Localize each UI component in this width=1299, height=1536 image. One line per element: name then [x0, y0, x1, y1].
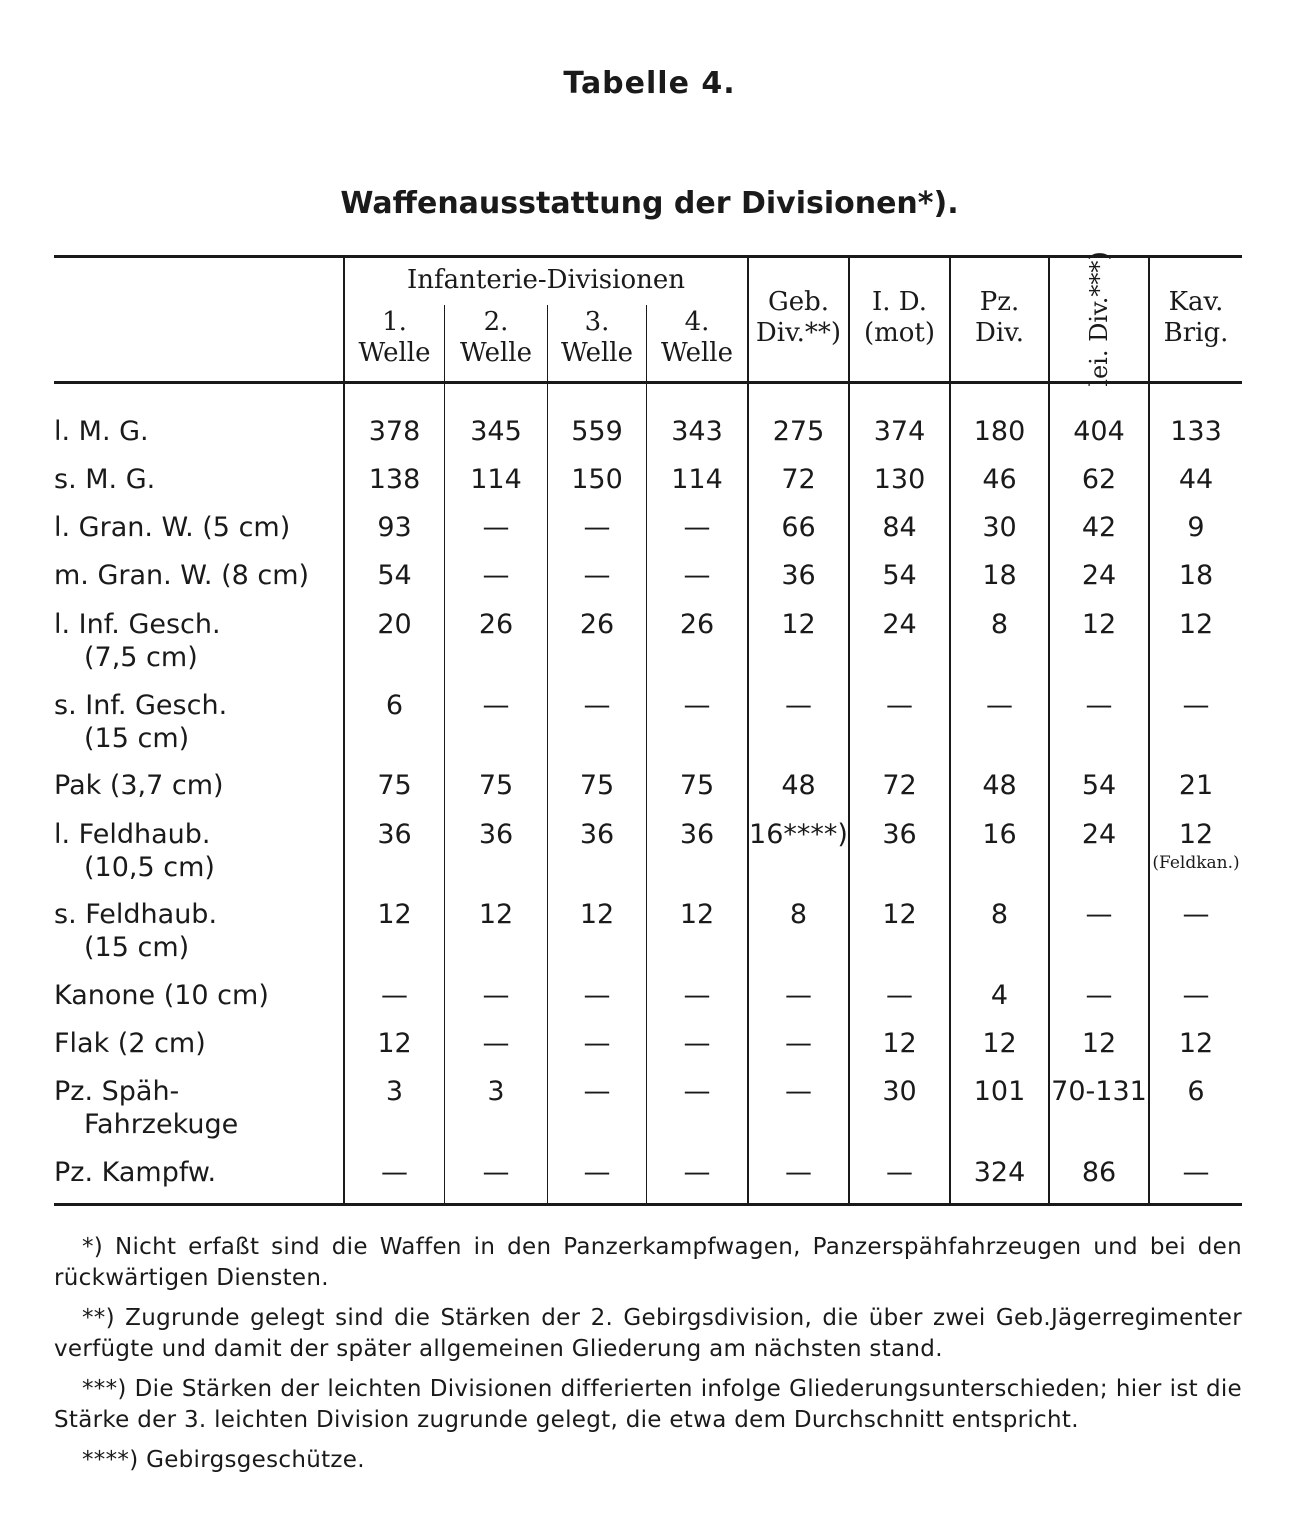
- table-caption: Waffenausstattung der Divisionen*).: [340, 186, 959, 221]
- table-cell: 72: [882, 770, 917, 801]
- table-cell: 84: [882, 512, 917, 543]
- table-cell: 16****): [749, 819, 848, 850]
- table-cell: 374: [873, 416, 926, 447]
- table-cell: 12: [1081, 1028, 1117, 1059]
- table-cell: —: [583, 980, 611, 1011]
- table-cell: 12: [1178, 1028, 1214, 1059]
- table-cell: 24: [1081, 560, 1117, 591]
- footnote-4: ****) Gebirgsgeschütze.: [82, 1447, 365, 1473]
- table-cell: —: [683, 1157, 711, 1188]
- table-cell: —: [583, 690, 611, 721]
- table-cell: 133: [1170, 416, 1222, 447]
- table-cell: 30: [982, 512, 1017, 543]
- table-cell: —: [583, 1028, 611, 1059]
- weapons-table: [54, 251, 1242, 1207]
- table-cell: 48: [781, 770, 816, 801]
- table-cell: 36: [377, 819, 412, 850]
- table-cell: 6: [1187, 1076, 1205, 1107]
- table-cell: 54: [1081, 770, 1117, 801]
- column-divider: [1148, 255, 1150, 1206]
- column-divider: [949, 255, 951, 1206]
- page-title: Tabelle 4.: [563, 66, 736, 101]
- table-cell: —: [1085, 690, 1113, 721]
- table-cell: 12: [478, 899, 514, 930]
- table-cell: —: [785, 1157, 812, 1188]
- table-cell: —: [683, 1028, 711, 1059]
- header-col-4: 4. Welle: [660, 307, 733, 368]
- column-divider: [848, 255, 850, 1206]
- table-cell: —: [482, 512, 510, 543]
- table-cell: 54: [377, 560, 412, 591]
- table-cell: —: [683, 1076, 711, 1107]
- table-cell: 559: [571, 416, 623, 447]
- table-cell: —: [1182, 899, 1210, 930]
- table-cell: 12: [377, 1028, 412, 1059]
- table-cell: —: [785, 690, 812, 721]
- table-cell: 36: [679, 819, 715, 850]
- table-cell: —: [1182, 1157, 1210, 1188]
- table-cell: 12: [882, 899, 917, 930]
- table-cell: 75: [478, 770, 514, 801]
- table-cell: 54: [882, 560, 917, 591]
- table-cell: —: [785, 1076, 812, 1107]
- table-cell: 75: [679, 770, 715, 801]
- table-cell: —: [583, 512, 611, 543]
- table-cell: 70-131: [1051, 1076, 1147, 1107]
- column-divider: [747, 255, 749, 1206]
- header-col-pz-div: Pz. Div.: [974, 287, 1025, 348]
- row-label: s. Feldhaub. (15 cm): [54, 899, 218, 963]
- table-cell: 114: [470, 464, 522, 495]
- table-cell: —: [683, 690, 711, 721]
- table-cell: 26: [579, 609, 615, 640]
- table-cell: 24: [1081, 819, 1117, 850]
- table-cell: 6: [385, 690, 404, 721]
- table-cell: 404: [1073, 416, 1125, 447]
- table-cell: 12: [882, 1028, 917, 1059]
- header-col-3: 3. Welle: [560, 307, 633, 368]
- table-cell: 180: [973, 416, 1026, 447]
- table-cell: 75: [377, 770, 412, 801]
- cell-note: (Feldkan.): [1152, 853, 1240, 873]
- table-cell: 66: [781, 512, 816, 543]
- table-cell: —: [482, 560, 510, 591]
- table-cell: 12: [982, 1028, 1017, 1059]
- row-label: l. Feldhaub. (10,5 cm): [54, 819, 215, 883]
- table-cell: 4: [990, 980, 1009, 1011]
- table-cell: 24: [882, 609, 917, 640]
- row-label: Flak (2 cm): [54, 1028, 206, 1059]
- table-cell: —: [583, 1076, 611, 1107]
- table-cell: —: [482, 1157, 510, 1188]
- table-cell: 114: [671, 464, 723, 495]
- footnotes: [54, 1232, 1242, 1485]
- table-cell: 12: [679, 899, 715, 930]
- table-cell: 20: [377, 609, 412, 640]
- row-label: s. Inf. Gesch. (15 cm): [54, 690, 228, 754]
- table-cell: —: [683, 512, 711, 543]
- row-label: l. Inf. Gesch. (7,5 cm): [54, 609, 221, 673]
- table-cell: 42: [1081, 512, 1117, 543]
- table-cell: —: [381, 1157, 408, 1188]
- table-cell: —: [1182, 980, 1210, 1011]
- table-cell: 12: [377, 899, 412, 930]
- table-cell: 324: [973, 1157, 1026, 1188]
- table-cell: —: [583, 560, 611, 591]
- table-cell: —: [683, 560, 711, 591]
- table-cell: —: [1085, 899, 1113, 930]
- table-cell: —: [381, 980, 408, 1011]
- table-cell: 30: [882, 1076, 917, 1107]
- header-col-lei-div: [1050, 251, 1148, 387]
- table-cell: 72: [781, 464, 816, 495]
- table-cell: 86: [1081, 1157, 1117, 1188]
- table-cell: 26: [679, 609, 715, 640]
- footnote-2: **) Zugrunde gelegt sind die Stärken der 2. Gebirgsdivision, die über zwei Geb.Jägerregimenter verfügte und damit der später allgemeinen Gliederung am nächsten stand.: [54, 1305, 1242, 1362]
- header-col-lei-div-label: lei. Div.***): [1085, 251, 1113, 387]
- table-cell: 138: [368, 464, 421, 495]
- table-cell: —: [886, 1157, 913, 1188]
- table-cell: 21: [1178, 770, 1214, 801]
- table-cell: 26: [478, 609, 514, 640]
- table-cell: 48: [982, 770, 1017, 801]
- table-cell: 12: [781, 609, 816, 640]
- table-cell: 12: [1178, 609, 1214, 640]
- table-cell: 36: [882, 819, 917, 850]
- table-cell: 345: [470, 416, 522, 447]
- table-cell: —: [683, 980, 711, 1011]
- table-cell: —: [482, 1028, 510, 1059]
- table-cell: 36: [579, 819, 615, 850]
- table-cell: 18: [982, 560, 1017, 591]
- footnote-1: *) Nicht erfaßt sind die Waffen in den Panzerkampfwagen, Panzerspähfahrzeugen und bei den rückwärtigen Diensten.: [54, 1234, 1242, 1291]
- table-cell: —: [583, 1157, 611, 1188]
- table-bottom-rule: [54, 1203, 1242, 1206]
- table-cell: 8: [990, 609, 1009, 640]
- column-divider: [1048, 255, 1050, 1206]
- table-cell: 44: [1178, 464, 1214, 495]
- header-col-2: 2. Welle: [459, 307, 532, 368]
- row-label: l. Gran. W. (5 cm): [54, 512, 291, 543]
- header-col-geb-div: Geb. Div.**): [755, 287, 842, 348]
- table-cell: —: [785, 980, 812, 1011]
- table-cell: —: [482, 690, 510, 721]
- table-cell: 3: [487, 1076, 505, 1107]
- table-cell: 275: [772, 416, 825, 447]
- row-label: Pz. Kampfw.: [54, 1157, 217, 1188]
- table-cell: 343: [671, 416, 723, 447]
- table-cell: —: [1085, 980, 1113, 1011]
- table-cell: 18: [1178, 560, 1214, 591]
- header-bottom-rule: [54, 381, 1242, 384]
- table-cell: 12: [579, 899, 615, 930]
- table-cell: —: [1182, 690, 1210, 721]
- header-col-kav-brig: Kav. Brig.: [1163, 287, 1229, 348]
- table-cell: 46: [982, 464, 1017, 495]
- header-col-id-mot: I. D. (mot): [863, 287, 936, 348]
- table-cell: 150: [571, 464, 623, 495]
- table-cell: 93: [377, 512, 412, 543]
- table-cell: 8: [990, 899, 1009, 930]
- row-label: m. Gran. W. (8 cm): [54, 560, 310, 591]
- table-cell: 36: [781, 560, 816, 591]
- table-cell: 8: [789, 899, 808, 930]
- table-cell: 101: [973, 1076, 1026, 1107]
- table-cell: 378: [368, 416, 421, 447]
- row-label: s. M. G.: [54, 464, 156, 495]
- table-cell: 130: [873, 464, 926, 495]
- header-col-1: 1. Welle: [358, 307, 431, 368]
- table-cell: —: [886, 690, 913, 721]
- header-infantry-group: Infanterie-Divisionen: [407, 265, 685, 295]
- row-label: Kanone (10 cm): [54, 980, 269, 1011]
- table-cell: 12 (Feldkan.): [1150, 818, 1242, 873]
- row-label: Pz. Späh- Fahrzekuge: [54, 1076, 239, 1140]
- row-label: Pak (3,7 cm): [54, 770, 224, 801]
- footnote-3: ***) Die Stärken der leichten Divisionen differierten infolge Gliederungsunterschieden; hier ist die Stärke der 3. leichten Division zugrunde gelegt, die etwa dem Durchschnitt entspricht.: [54, 1376, 1242, 1433]
- table-cell: 62: [1081, 464, 1117, 495]
- table-cell: 75: [579, 770, 615, 801]
- row-label: l. M. G.: [54, 416, 149, 447]
- table-cell: —: [785, 1028, 812, 1059]
- table-cell: 9: [1187, 512, 1205, 543]
- table-cell: —: [482, 980, 510, 1011]
- table-cell: —: [886, 980, 913, 1011]
- table-cell: —: [986, 690, 1013, 721]
- table-cell: 36: [478, 819, 514, 850]
- table-cell: 3: [385, 1076, 404, 1107]
- table-cell: 16: [982, 819, 1017, 850]
- table-cell: 12: [1081, 609, 1117, 640]
